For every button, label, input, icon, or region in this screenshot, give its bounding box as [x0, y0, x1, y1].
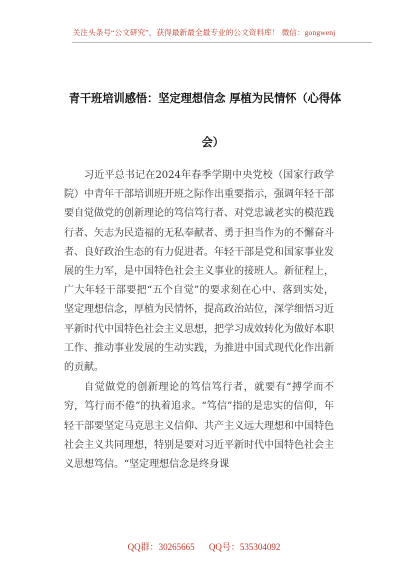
- footer-contact: [0, 540, 408, 553]
- header-divider: [72, 42, 372, 43]
- document-title: [40, 77, 370, 165]
- header-notice: 关注头条号“公文研究”，获得最新最全最专业的公文资料库！ 微信：gongwenj: [72, 28, 336, 37]
- title-line-1: 青干班培训感悟：坚定理想信念 厚植为民情怀（心得体: [68, 92, 342, 105]
- footer-qq-number: QQ号：535304092: [208, 542, 281, 552]
- title-line-2: 会）: [201, 136, 224, 149]
- document-body: [64, 166, 334, 475]
- footer-qq-group: QQ群：30265665: [127, 542, 195, 552]
- body-paragraph-1: 习近平总书记在2024年春季学期中央党校（国家行政学院）中青年干部培训班开班之际作出重要指示，强调年轻干部要自觉做党的创新理论的笃信笃行者、对党忠诚老实的模范践行者、矢志为民造福的无私奉献者、勇于担当作为的不懈奋斗者、良好政治生态的有力促进者。年轻干部是党和国家事业发展的生力军，是中国特色社会主义事业的接班人。新征程上，广大年轻干部要把“五个自觉”的要求刻在心中、落到实处，坚定理想信念，厚植为民情怀，提高政治站位，深学细悟习近平新时代中国特色社会主义思想，把学习成效转化为做好本职工作、推动事业发展的生动实践，为推进中国式现代化作出新的贡献。: [64, 170, 334, 374]
- body-paragraph-2: 自觉做党的创新理论的笃信笃行者，就要有“搏学而不穷，笃行而不倦”的执着追求。“笃信”指的是忠实的信仰，年轻干部要坚定马克思主义信仰、共产主义远大理想和中国特色社会主义共同理想，特别是要对习近平新时代中国特色社会主义思想笃信。“坚定理想信念是终身课: [64, 382, 334, 471]
